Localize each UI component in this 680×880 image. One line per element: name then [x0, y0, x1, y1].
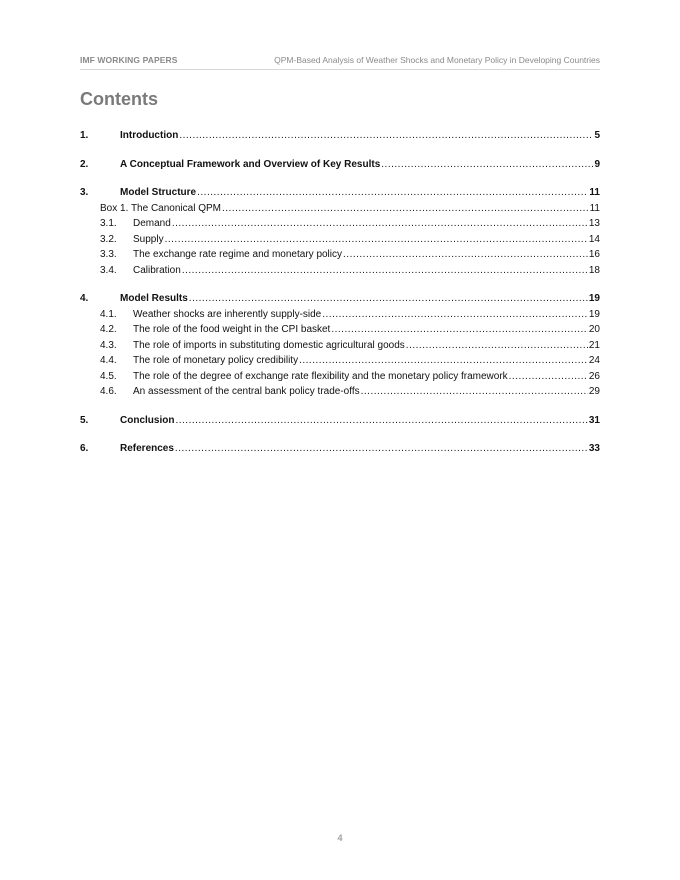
toc-page: 33 — [588, 443, 600, 454]
toc-page: 24 — [588, 355, 600, 366]
toc-label: Model Results — [120, 293, 188, 304]
dot-leader — [175, 443, 588, 454]
toc-entry-5[interactable] — [80, 415, 600, 431]
toc-number: 3.3. — [100, 249, 117, 260]
toc-number: 6. — [80, 443, 89, 454]
toc-number: 3.2. — [100, 233, 117, 245]
toc-page: 26 — [588, 370, 600, 382]
toc-page: 11 — [589, 202, 600, 214]
series-name: IMF WORKING PAPERS — [80, 55, 178, 65]
toc-label: Conclusion — [120, 414, 175, 426]
toc-page: 21 — [588, 339, 600, 351]
dot-leader — [299, 355, 588, 366]
toc-label: The role of monetary policy credibility — [133, 355, 299, 366]
table-of-contents — [80, 130, 600, 459]
page-title: Contents — [80, 89, 158, 109]
toc-number: 4.2. — [100, 324, 117, 335]
toc-page: 19 — [588, 293, 600, 304]
toc-label: Calibration — [133, 264, 181, 276]
dot-leader — [222, 203, 589, 214]
toc-entry-3-1[interactable] — [80, 218, 600, 234]
paper-title: QPM-Based Analysis of Weather Shocks and Monetary Policy in Developing Countries — [274, 55, 600, 65]
dot-leader — [509, 371, 588, 382]
toc-number: 5. — [80, 414, 89, 426]
toc-entry-3-2[interactable] — [80, 234, 600, 250]
toc-number: 4. — [80, 293, 89, 304]
toc-entry-4-5[interactable] — [80, 371, 600, 387]
toc-page: 9 — [594, 158, 600, 170]
toc-number: 4.5. — [100, 370, 117, 382]
dot-leader — [179, 130, 593, 141]
toc-entry-4[interactable] — [80, 293, 600, 309]
toc-entry-2[interactable] — [80, 159, 600, 175]
toc-entry-1[interactable] — [80, 130, 600, 146]
toc-page: 11 — [589, 187, 600, 198]
dot-leader — [165, 234, 588, 245]
toc-page: 5 — [594, 130, 600, 141]
toc-label: Weather shocks are inherently supply-side — [133, 308, 322, 320]
toc-label: References — [120, 443, 174, 454]
toc-number: 3. — [80, 187, 89, 198]
toc-number: 1. — [80, 130, 89, 141]
toc-entry-4-1[interactable] — [80, 309, 600, 325]
toc-page: 18 — [588, 264, 600, 276]
dot-leader — [189, 293, 588, 304]
dot-leader — [197, 187, 588, 198]
toc-page: 19 — [588, 308, 600, 320]
toc-number: 4.1. — [100, 308, 117, 320]
toc-label: Box 1. The Canonical QPM — [100, 202, 221, 214]
toc-number: 3.4. — [100, 264, 117, 276]
toc-label: The role of the degree of exchange rate flexibility and the monetary policy framework — [133, 370, 508, 382]
toc-entry-box-1[interactable] — [80, 203, 600, 219]
dot-leader — [343, 249, 588, 260]
toc-label: An assessment of the central bank policy trade-offs — [133, 386, 360, 397]
dot-leader — [172, 218, 588, 229]
dot-leader — [331, 324, 588, 335]
toc-number: 4.6. — [100, 386, 117, 397]
toc-page: 20 — [588, 324, 600, 335]
toc-page: 13 — [588, 218, 600, 229]
toc-label: Model Structure — [120, 187, 197, 198]
toc-entry-4-3[interactable] — [80, 340, 600, 356]
running-header — [80, 55, 600, 70]
toc-page: 16 — [588, 249, 600, 260]
toc-label: A Conceptual Framework and Overview of Key Results — [120, 158, 381, 170]
toc-entry-3[interactable] — [80, 187, 600, 203]
toc-entry-3-3[interactable] — [80, 249, 600, 265]
dot-leader — [182, 265, 588, 276]
toc-label: The role of the food weight in the CPI basket — [133, 324, 331, 335]
toc-number: 4.4. — [100, 355, 117, 366]
dot-leader — [322, 309, 588, 320]
toc-entry-3-4[interactable] — [80, 265, 600, 281]
page-number: 4 — [337, 833, 343, 843]
toc-entry-6[interactable] — [80, 443, 600, 459]
toc-label: Demand — [133, 218, 171, 229]
toc-entry-4-2[interactable] — [80, 324, 600, 340]
toc-entry-4-4[interactable] — [80, 355, 600, 371]
toc-label: The role of imports in substituting domestic agricultural goods — [133, 339, 405, 351]
toc-label: Supply — [133, 233, 164, 245]
dot-leader — [175, 415, 587, 426]
dot-leader — [361, 386, 588, 397]
toc-page: 29 — [588, 386, 600, 397]
toc-number: 4.3. — [100, 339, 117, 351]
toc-label: The exchange rate regime and monetary policy — [133, 249, 343, 260]
dot-leader — [381, 159, 593, 170]
toc-page: 14 — [588, 233, 600, 245]
toc-entry-4-6[interactable] — [80, 386, 600, 402]
toc-number: 3.1. — [100, 218, 117, 229]
toc-number: 2. — [80, 158, 89, 170]
toc-page: 31 — [588, 414, 600, 426]
dot-leader — [406, 340, 588, 351]
toc-label: Introduction — [120, 130, 179, 141]
